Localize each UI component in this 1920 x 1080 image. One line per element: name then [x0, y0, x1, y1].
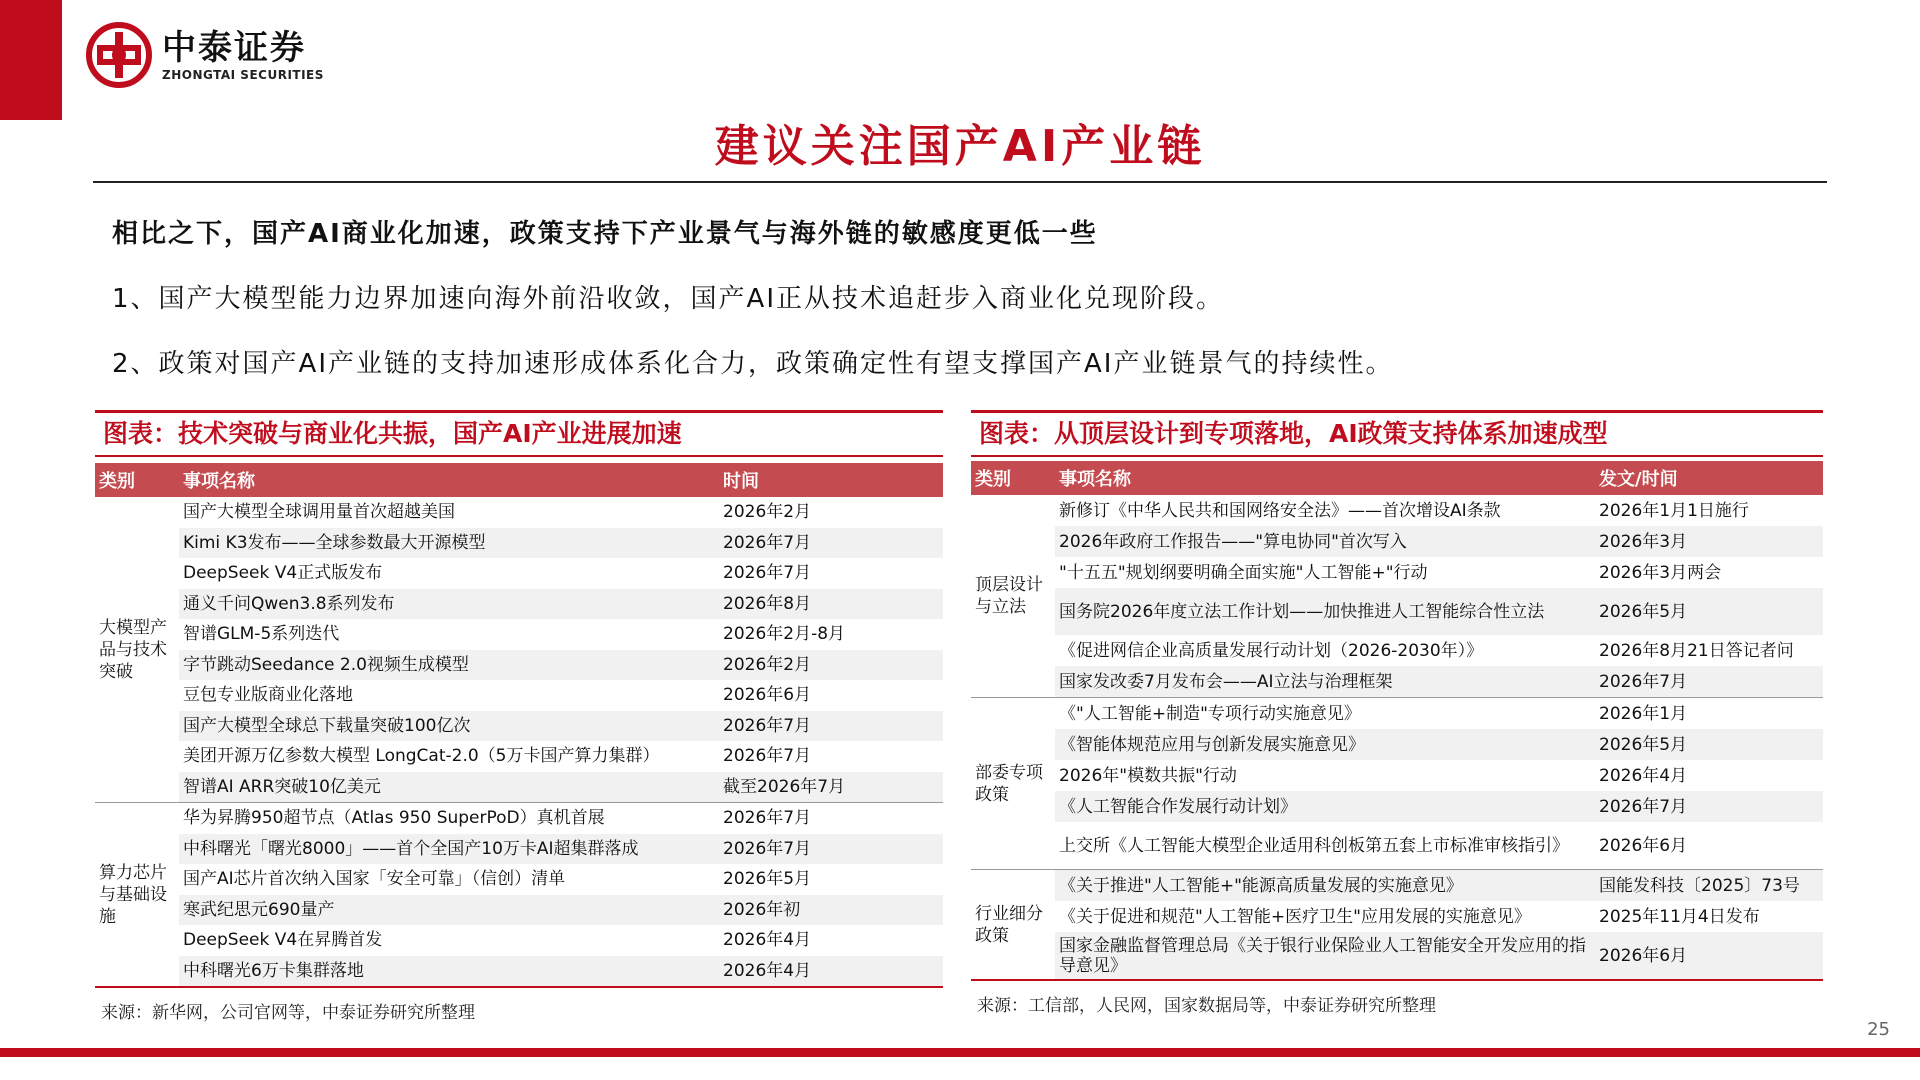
- table-row: [95, 497, 943, 528]
- panel-caption-rule: [95, 455, 943, 457]
- column-header-item: 事项名称: [179, 463, 719, 497]
- date-cell: 2026年4月: [1599, 765, 1688, 786]
- date-cell: 2026年6月: [1599, 835, 1688, 856]
- column-header-item: 事项名称: [1055, 461, 1595, 495]
- date-cell: 2026年2月: [723, 502, 812, 523]
- date-cell: 2026年5月: [723, 869, 812, 890]
- title-divider: [93, 181, 1827, 183]
- item-cell: 国产大模型全球调用量首次超越美国: [183, 502, 455, 523]
- item-cell: 国产大模型全球总下载量突破100亿次: [179, 711, 719, 742]
- intro-point-1: 1、国产大模型能力边界加速向海外前沿收敛，国产AI正从技术追赶步入商业化兑现阶段。: [112, 284, 1224, 314]
- table-row: [95, 772, 943, 803]
- item-cell: DeepSeek V4正式版发布: [183, 563, 383, 584]
- date-cell: 2025年11月4日发布: [1599, 906, 1760, 927]
- panel-caption: 图表：从顶层设计到专项落地，AI政策支持体系加速成型: [979, 419, 1608, 448]
- table-row: [971, 635, 1823, 666]
- ai-progress-table: [95, 463, 943, 986]
- item-cell: 《"人工智能+制造"专项行动实施意见》: [1055, 698, 1595, 730]
- table-row: [95, 680, 943, 711]
- date-cell: 2026年7月: [723, 563, 812, 584]
- date-cell: 2026年1月1日施行: [1599, 500, 1749, 521]
- panel-bottom-rule: [971, 979, 1823, 981]
- date-cell: 2026年7月: [719, 834, 943, 865]
- table-row: [95, 589, 943, 620]
- date-cell: 2026年6月: [723, 685, 812, 706]
- date-cell: 2026年3月: [1595, 526, 1823, 557]
- date-cell: 2026年初: [719, 895, 943, 926]
- table-row: [95, 864, 943, 895]
- date-cell: 2026年5月: [1595, 729, 1823, 760]
- page-title: 建议关注国产AI产业链: [714, 121, 1206, 172]
- table-row: [95, 803, 943, 834]
- table-row: [971, 526, 1823, 557]
- item-cell: "十五五"规划纲要明确全面实施"人工智能+"行动: [1059, 562, 1428, 583]
- item-cell: 上交所《人工智能大模型企业适用科创板第五套上市标准审核指引》: [1059, 835, 1569, 856]
- item-cell: 2026年政府工作报告——"算电协同"首次写入: [1055, 526, 1595, 557]
- footer-accent-bar: [0, 1048, 1920, 1057]
- item-cell: 通义千问Qwen3.8系列发布: [179, 589, 719, 620]
- table-row: [95, 956, 943, 987]
- item-cell: Kimi K3发布——全球参数最大开源模型: [179, 528, 719, 559]
- date-cell: 2026年7月: [1595, 666, 1823, 698]
- ai-policy-panel: [971, 410, 1823, 1016]
- date-cell: 2026年7月: [719, 711, 943, 742]
- category-cell: 顶层设计与立法: [975, 575, 1043, 617]
- item-cell: 智谱AI ARR突破10亿美元: [179, 772, 719, 803]
- table-row: [95, 650, 943, 681]
- table-row: [971, 901, 1823, 932]
- date-cell: 2026年4月: [723, 930, 812, 951]
- table-row: [95, 925, 943, 956]
- table-row: [971, 588, 1823, 635]
- date-cell: 国能发科技〔2025〕73号: [1595, 870, 1823, 902]
- table-row: [95, 895, 943, 926]
- logo-name-en: ZHONGTAI SECURITIES: [162, 68, 324, 82]
- source-note: 来源：新华网，公司官网等，中泰证券研究所整理: [101, 1003, 475, 1023]
- date-cell: 2026年2月: [719, 650, 943, 681]
- item-cell: 国家金融监督管理总局《关于银行业保险业人工智能安全开发应用的指导意见》: [1055, 932, 1595, 979]
- item-cell: 国产AI芯片首次纳入国家「安全可靠」（信创）清单: [183, 869, 566, 890]
- date-cell: 2026年5月: [1595, 588, 1823, 635]
- column-header-date: 发文/时间: [1595, 461, 1823, 495]
- date-cell: 2026年7月: [719, 803, 943, 834]
- item-cell: 《智能体规范应用与创新发展实施意见》: [1055, 729, 1595, 760]
- date-cell: 2026年8月21日答记者问: [1599, 640, 1794, 661]
- company-logo: [86, 22, 324, 88]
- intro-lead: 相比之下，国产AI商业化加速，政策支持下产业景气与海外链的敏感度更低一些: [112, 219, 1098, 249]
- item-cell: 新修订《中华人民共和国网络安全法》——首次增设AI条款: [1059, 500, 1501, 521]
- table-row: [971, 666, 1823, 698]
- item-cell: 中科曙光6万卡集群落地: [179, 956, 719, 987]
- date-cell: 2026年7月: [719, 528, 943, 559]
- date-cell: 2026年2月-8月: [723, 624, 846, 645]
- date-cell: 2026年4月: [719, 956, 943, 987]
- category-cell: 算力芯片与基础设施: [95, 803, 179, 987]
- table-row: [95, 619, 943, 650]
- item-cell: 国务院2026年度立法工作计划——加快推进人工智能综合性立法: [1055, 588, 1595, 635]
- item-cell: 《关于促进和规范"人工智能+医疗卫生"应用发展的实施意见》: [1059, 906, 1531, 927]
- item-cell: 国家发改委7月发布会——AI立法与治理框架: [1055, 666, 1595, 698]
- ai-progress-panel: [95, 410, 943, 1023]
- table-body: [95, 497, 943, 986]
- table-row: [971, 760, 1823, 791]
- table-row: [95, 711, 943, 742]
- panel-caption: 图表：技术突破与商业化共振，国产AI产业进展加速: [103, 419, 682, 448]
- source-note: 来源：工信部，人民网，国家数据局等，中泰证券研究所整理: [977, 996, 1436, 1016]
- table-header-row: [95, 463, 943, 497]
- intro-point-2: 2、政策对国产AI产业链的支持加速形成体系化合力，政策确定性有望支撑国产AI产业链景气的持续性。: [112, 349, 1394, 379]
- category-cell: 大模型产品与技术突破: [99, 617, 167, 682]
- item-cell: 2026年"模数共振"行动: [1059, 765, 1237, 786]
- date-cell: 2026年1月: [1595, 698, 1823, 730]
- date-cell: 2026年6月: [1595, 932, 1823, 979]
- table-row: [971, 729, 1823, 760]
- date-cell: 2026年3月两会: [1599, 562, 1722, 583]
- table-row: [971, 791, 1823, 822]
- panel-bottom-rule: [95, 986, 943, 988]
- item-cell: 字节跳动Seedance 2.0视频生成模型: [179, 650, 719, 681]
- table-body: [971, 495, 1823, 979]
- date-cell: 2026年7月: [1595, 791, 1823, 822]
- zhongtai-logo-icon: [86, 22, 152, 88]
- table-row: [95, 528, 943, 559]
- table-row: [95, 834, 943, 865]
- date-cell: 截至2026年7月: [719, 772, 943, 803]
- panel-caption-rule: [971, 455, 1823, 457]
- item-cell: 华为昇腾950超节点（Atlas 950 SuperPoD）真机首展: [179, 803, 719, 834]
- item-cell: 寒武纪思元690量产: [179, 895, 719, 926]
- table-row: [95, 558, 943, 589]
- column-header-date: 时间: [719, 463, 943, 497]
- logo-name-cn: 中泰证券: [162, 28, 306, 68]
- table-header-row: [971, 461, 1823, 495]
- column-header-category: 类别: [95, 463, 179, 497]
- table-row: [971, 557, 1823, 588]
- table-row: [971, 495, 1823, 526]
- item-cell: 智谱GLM-5系列迭代: [183, 624, 340, 645]
- item-cell: 《促进网信企业高质量发展行动计划（2026-2030年）》: [1059, 640, 1484, 661]
- category-cell: 部委专项政策: [971, 698, 1055, 870]
- header-accent-bar: [0, 0, 62, 120]
- column-header-category: 类别: [971, 461, 1055, 495]
- table-row: [95, 741, 943, 772]
- page-number: 25: [1867, 1019, 1890, 1040]
- item-cell: 美团开源万亿参数大模型 LongCat-2.0（5万卡国产算力集群）: [183, 746, 660, 767]
- table-row: [971, 870, 1823, 902]
- table-row: [971, 932, 1823, 979]
- item-cell: DeepSeek V4在昇腾首发: [183, 930, 383, 951]
- table-row: [971, 822, 1823, 870]
- table-row: [971, 698, 1823, 730]
- item-cell: 《关于推进"人工智能+"能源高质量发展的实施意见》: [1055, 870, 1595, 902]
- category-cell: 行业细分政策: [971, 870, 1055, 980]
- ai-policy-table: [971, 461, 1823, 979]
- date-cell: 2026年7月: [723, 746, 812, 767]
- item-cell: 豆包专业版商业化落地: [183, 685, 353, 706]
- item-cell: 中科曙光「曙光8000」——首个全国产10万卡AI超集群落成: [179, 834, 719, 865]
- item-cell: 《人工智能合作发展行动计划》: [1055, 791, 1595, 822]
- date-cell: 2026年8月: [719, 589, 943, 620]
